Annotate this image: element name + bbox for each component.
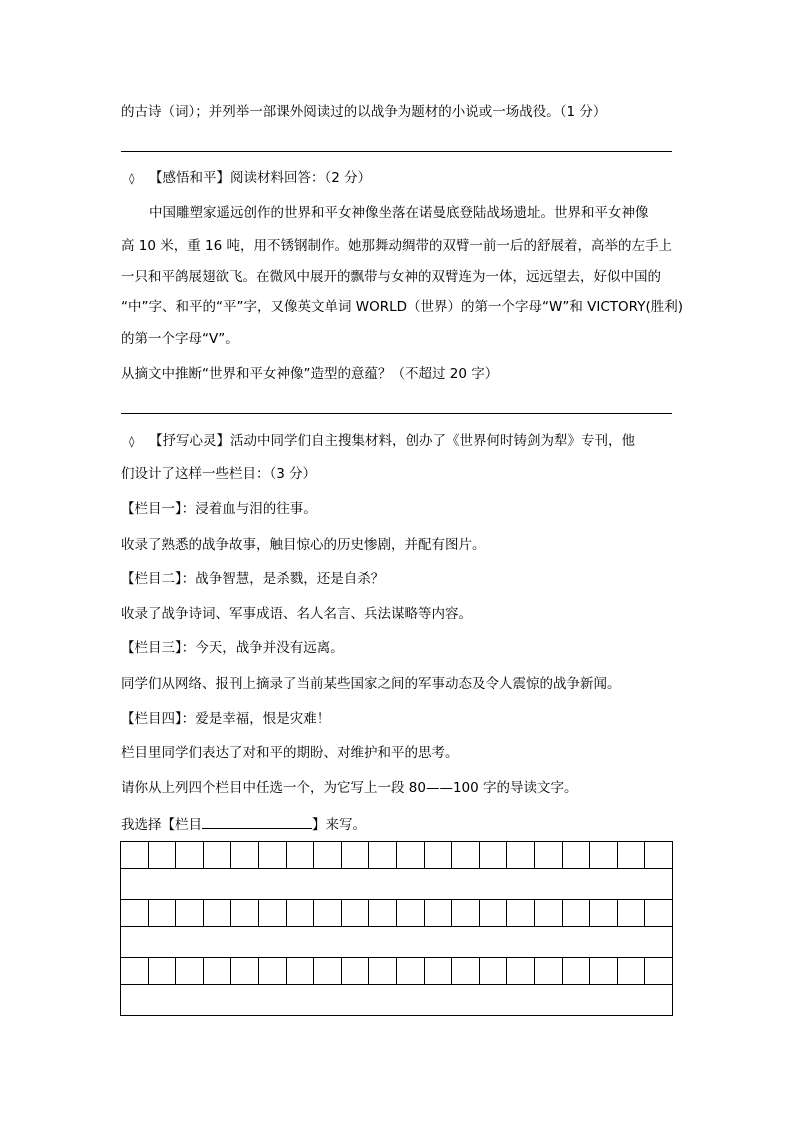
grid-cell[interactable]: [369, 958, 397, 985]
grid-cell[interactable]: [341, 958, 369, 985]
grid-cell[interactable]: [231, 958, 259, 985]
column-3-body: 同学们从网络、报刊上摘录了当前某些国家之间的军事动态及令人震惊的战争新闻。: [121, 676, 621, 692]
question-3-title-cont: 们设计了这样一些栏目：（3 分）: [121, 466, 317, 482]
grid-cell[interactable]: [479, 958, 507, 985]
question-1-tail: 的古诗（词）；并列举一部课外阅读过的以战争为题材的小说或一场战役。（1 分）: [121, 104, 607, 120]
grid-cell-row: [121, 900, 673, 927]
question-2-heading: 【感悟和平】阅读材料回答：（2 分）: [149, 170, 372, 186]
grid-cell[interactable]: [617, 900, 645, 927]
grid-cell[interactable]: [314, 958, 342, 985]
grid-cell[interactable]: [121, 842, 149, 869]
grid-cell[interactable]: [231, 900, 259, 927]
grid-cell[interactable]: [176, 900, 204, 927]
grid-cell[interactable]: [590, 900, 618, 927]
grid-cell[interactable]: [396, 958, 424, 985]
grid-cell[interactable]: [452, 900, 480, 927]
grid-cell[interactable]: [369, 842, 397, 869]
grid-cell[interactable]: [121, 958, 149, 985]
writing-instruction: 请你从上列四个栏目中任选一个，为它写上一段 80——100 字的导读文字。: [121, 780, 578, 796]
column-4-body: 栏目里同学们表达了对和平的期盼、对维护和平的思考。: [121, 745, 459, 761]
grid-cell[interactable]: [534, 900, 562, 927]
grid-cell[interactable]: [590, 842, 618, 869]
grid-cell[interactable]: [286, 900, 314, 927]
grid-cell[interactable]: [258, 900, 286, 927]
grid-cell[interactable]: [507, 842, 535, 869]
grid-cell-row: [121, 958, 673, 985]
grid-cell[interactable]: [314, 842, 342, 869]
choice-line: [121, 814, 366, 834]
grid-cell[interactable]: [645, 958, 673, 985]
grid-cell[interactable]: [176, 842, 204, 869]
answer-line-1[interactable]: [121, 151, 672, 152]
grid-spacer-row: [121, 927, 673, 958]
question-2-prompt: 从摘文中推断“世界和平女神像”造型的意蕴？（不超过 20 字）: [121, 366, 499, 382]
grid-cell[interactable]: [396, 900, 424, 927]
grid-cell[interactable]: [231, 842, 259, 869]
passage-line-5: 的第一个字母“V”。: [121, 331, 239, 347]
column-2-heading: 【栏目二】：战争智慧，是杀戮，还是自杀？: [121, 571, 385, 587]
grid-cell[interactable]: [314, 900, 342, 927]
grid-cell-row: [121, 842, 673, 869]
passage-line-3: 一只和平鸽展翅欲飞。在微风中展开的飘带与女神的双臂连为一体，远远望去，好似中国的: [121, 269, 661, 285]
choice-suffix: 】来写。: [312, 817, 366, 833]
column-1-body: 收录了熟悉的战争故事，触目惊心的历史惨剧，并配有图片。: [121, 537, 486, 553]
grid-spacer-row: [121, 869, 673, 900]
grid-spacer: [121, 927, 673, 958]
grid-cell[interactable]: [286, 958, 314, 985]
grid-cell[interactable]: [286, 842, 314, 869]
question-3-heading: 【抒写心灵】活动中同学们自主搜集材料，创办了《世界何时铸剑为犁》专刊，他: [149, 433, 635, 449]
grid-cell[interactable]: [534, 842, 562, 869]
grid-cell[interactable]: [590, 958, 618, 985]
grid-cell[interactable]: [176, 958, 204, 985]
answer-line-2[interactable]: [121, 413, 672, 414]
grid-cell[interactable]: [121, 900, 149, 927]
column-4-heading: 【栏目四】：爱是幸福，恨是灾难！: [121, 711, 331, 727]
column-1-heading: 【栏目一】：浸着血与泪的往事。: [121, 501, 317, 517]
grid-cell[interactable]: [645, 900, 673, 927]
grid-cell[interactable]: [148, 958, 176, 985]
grid-cell[interactable]: [452, 842, 480, 869]
column-2-body: 收录了战争诗词、军事成语、名人名言、兵法谋略等内容。: [121, 606, 472, 622]
grid-cell[interactable]: [203, 842, 231, 869]
grid-cell[interactable]: [148, 900, 176, 927]
diamond-bullet-icon: ◊: [129, 435, 135, 448]
passage-line-1: 中国雕塑家遥远创作的世界和平女神像坐落在诺曼底登陆战场遗址。世界和平女神像: [149, 205, 649, 221]
grid-cell[interactable]: [562, 900, 590, 927]
grid-cell[interactable]: [645, 842, 673, 869]
grid-cell[interactable]: [258, 958, 286, 985]
grid-cell[interactable]: [203, 958, 231, 985]
column-choice-blank[interactable]: [202, 814, 312, 829]
grid-spacer: [121, 985, 673, 1016]
grid-cell[interactable]: [562, 958, 590, 985]
grid-cell[interactable]: [479, 842, 507, 869]
grid-cell[interactable]: [424, 842, 452, 869]
grid-cell[interactable]: [424, 900, 452, 927]
grid-cell[interactable]: [203, 900, 231, 927]
grid-cell[interactable]: [424, 958, 452, 985]
grid-spacer: [121, 869, 673, 900]
grid-cell[interactable]: [617, 842, 645, 869]
grid-cell[interactable]: [341, 842, 369, 869]
grid-cell[interactable]: [534, 958, 562, 985]
grid-cell[interactable]: [148, 842, 176, 869]
grid-cell[interactable]: [369, 900, 397, 927]
grid-cell[interactable]: [479, 900, 507, 927]
question-2-title: [121, 169, 371, 188]
grid-cell[interactable]: [507, 900, 535, 927]
passage-line-2: 高 10 米，重 16 吨，用不锈钢制作。她那舞动绸带的双臂一前一后的舒展着，高举的左手上: [121, 238, 673, 254]
grid-cell[interactable]: [258, 842, 286, 869]
grid-cell[interactable]: [452, 958, 480, 985]
writing-grid[interactable]: [120, 841, 673, 1016]
passage-line-4: “中”字、和平的“平”字，又像英文单词 WORLD（世界）的第一个字母“W”和 VICTORY(胜利): [121, 299, 683, 315]
diamond-bullet-icon: ◊: [129, 172, 135, 185]
question-3-title: [121, 432, 635, 451]
grid-cell[interactable]: [617, 958, 645, 985]
grid-cell[interactable]: [507, 958, 535, 985]
grid-cell[interactable]: [396, 842, 424, 869]
choice-prefix: 我选择【栏目: [121, 817, 202, 833]
grid-cell[interactable]: [341, 900, 369, 927]
column-3-heading: 【栏目三】：今天，战争并没有远离。: [121, 640, 344, 656]
grid-spacer-row: [121, 985, 673, 1016]
grid-cell[interactable]: [562, 842, 590, 869]
